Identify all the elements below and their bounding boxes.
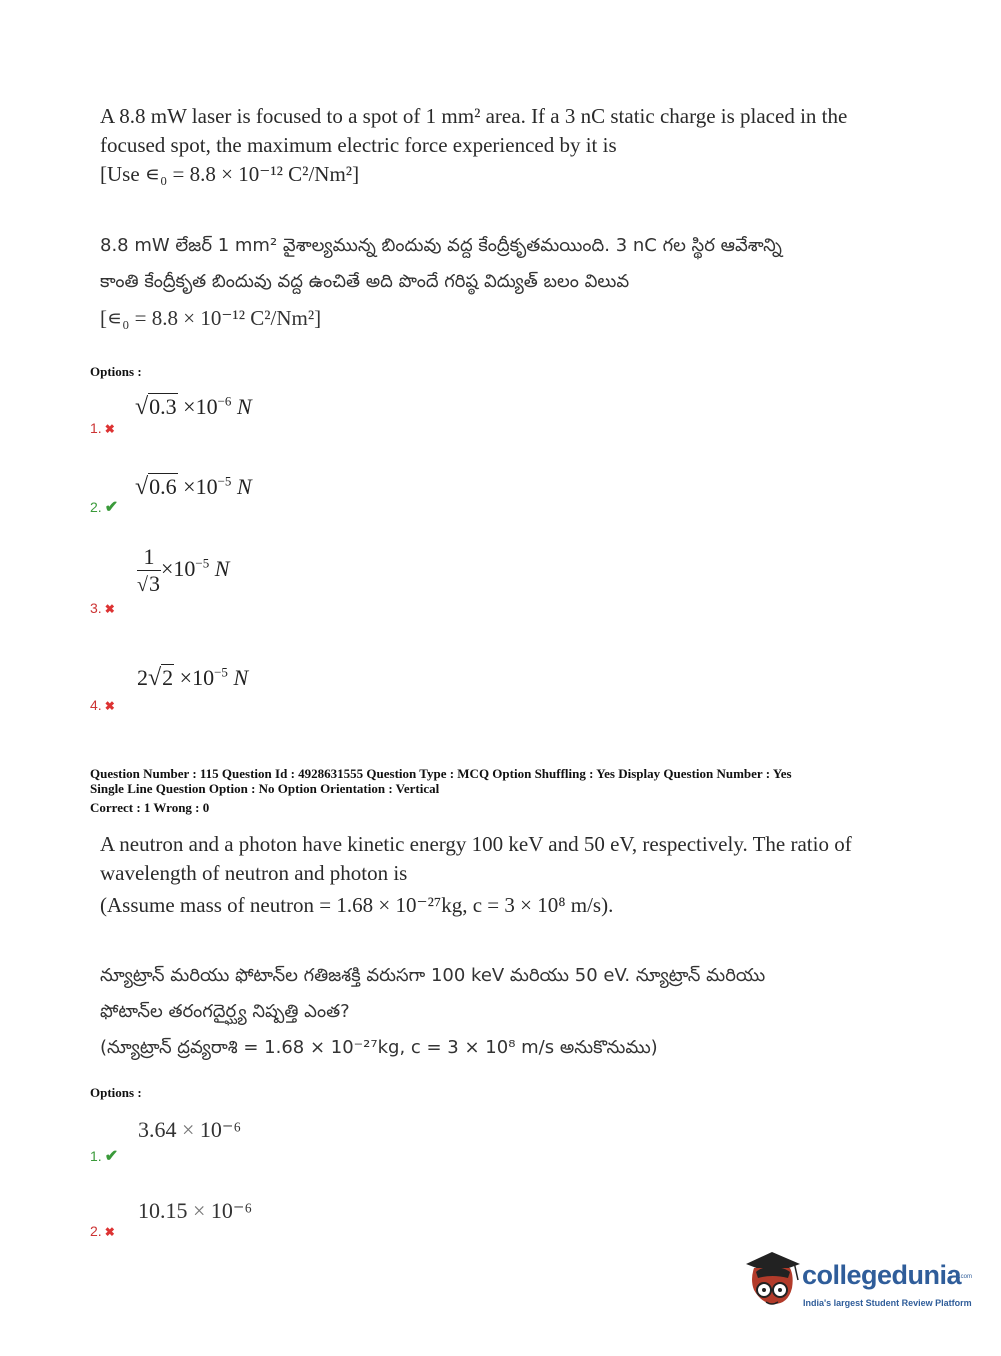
times-sign: × [182, 1117, 195, 1142]
option-4-expression: $2√2 \times 10^{-5}$ N [137, 664, 249, 691]
check-icon: ✔ [104, 1148, 119, 1165]
option-value: 10.15 [138, 1198, 188, 1223]
question-text-line: [∊₀ = 8.8 × 10⁻¹² C²/Nm²] [100, 306, 322, 330]
option-3-expression: $\frac{1}{√3}$ $\times 10^{-5}$ N [137, 544, 230, 596]
question-text-line: (న్యూట్రాన్ ద్రవ్యరాశి = 1.68 × 10⁻²⁷kg, c = 3 × 10⁸ m/s అనుకొనుము) [100, 1037, 658, 1058]
collegedunia-logo[interactable] [742, 1250, 972, 1320]
option-3[interactable] [90, 600, 115, 616]
question-text-line: కాంతి కేంద్రీకృత బిందువు వద్ద ఉంచితే అది పొందే గరిష్ఠ విద్యుత్ బలం విలువ [100, 271, 630, 292]
logo-suffix: .com [959, 1274, 973, 1280]
mascot-icon [742, 1250, 804, 1316]
question-text-line: న్యూట్రాన్ మరియు ఫోటాన్‌ల గతిజశక్తి వరుసగా 100 keV మరియు 50 eV. న్యూట్రాన్ మరియు [100, 965, 766, 986]
option-number: 2. [90, 499, 102, 515]
question-text-line: [Use ∊₀ = 8.8 × 10⁻¹² C²/Nm²] [100, 162, 360, 186]
meta-line: Single Line Question Option : No Option Orientation : Vertical [90, 781, 440, 796]
options-label: Options : [90, 364, 142, 379]
question-text-line: ఫోటాన్‌ల తరంగదైర్ఘ్య నిష్పత్తి ఎంత? [100, 1001, 350, 1022]
option-1[interactable] [90, 1146, 118, 1166]
option-power: 10⁻⁶ [210, 1198, 253, 1223]
times-sign: × [193, 1198, 206, 1223]
question-text-line: wavelength of neutron and photon is [100, 861, 408, 885]
option-2-expression: $√0.6 \times 10^{-5}$ N [135, 473, 252, 500]
cross-icon: ✖ [104, 699, 115, 713]
question-115-meta [90, 766, 792, 815]
option-2-value [138, 1198, 252, 1224]
option-number: 1. [90, 420, 102, 436]
meta-line: Correct : 1 Wrong : 0 [90, 800, 210, 815]
question-text-line: focused spot, the maximum electric force experienced by it is [100, 133, 617, 157]
option-power: 10⁻⁶ [199, 1117, 242, 1142]
option-number: 1. [90, 1148, 102, 1164]
cross-icon: ✖ [104, 602, 115, 616]
question-114-english [100, 102, 847, 189]
option-1-expression: $√0.3 \times 10^{-6}$ N [135, 393, 252, 420]
option-number: 3. [90, 600, 102, 616]
check-icon: ✔ [104, 499, 119, 516]
cross-icon: ✖ [104, 422, 115, 436]
option-number: 2. [90, 1223, 102, 1239]
option-value: 3.64 [138, 1117, 177, 1142]
option-1[interactable] [90, 420, 115, 436]
logo-name: collegedunia [802, 1260, 962, 1290]
question-text-line: 8.8 mW లేజర్ 1 mm² వైశాల్యమున్న బిందువు వద్ద కేంద్రీకృతమయింది. 3 nC గల స్థిర ఆవేశాన్ని [100, 235, 782, 256]
option-1-value [138, 1117, 241, 1143]
options-label: Options : [90, 1085, 142, 1100]
logo-tagline: India's largest Student Review Platform [803, 1298, 972, 1308]
question-115-english [100, 830, 852, 920]
option-number: 4. [90, 697, 102, 713]
cross-icon: ✖ [104, 1225, 115, 1239]
option-2[interactable] [90, 1223, 115, 1239]
question-text-line: (Assume mass of neutron = 1.68 × 10⁻²⁷kg, c = 3 × 10⁸ m/s). [100, 893, 614, 917]
question-text-line: A neutron and a photon have kinetic energy 100 keV and 50 eV, respectively. The ratio of [100, 832, 852, 856]
option-2[interactable] [90, 497, 118, 517]
question-text-line: A 8.8 mW laser is focused to a spot of 1 mm² area. If a 3 nC static charge is placed in the [100, 104, 848, 128]
meta-line: Question Number : 115 Question Id : 4928631555 Question Type : MCQ Option Shuffling : Yes Display Question Number : Yes [90, 766, 792, 781]
question-114-telugu [100, 228, 782, 336]
option-4[interactable] [90, 697, 115, 713]
question-115-telugu [100, 958, 765, 1066]
